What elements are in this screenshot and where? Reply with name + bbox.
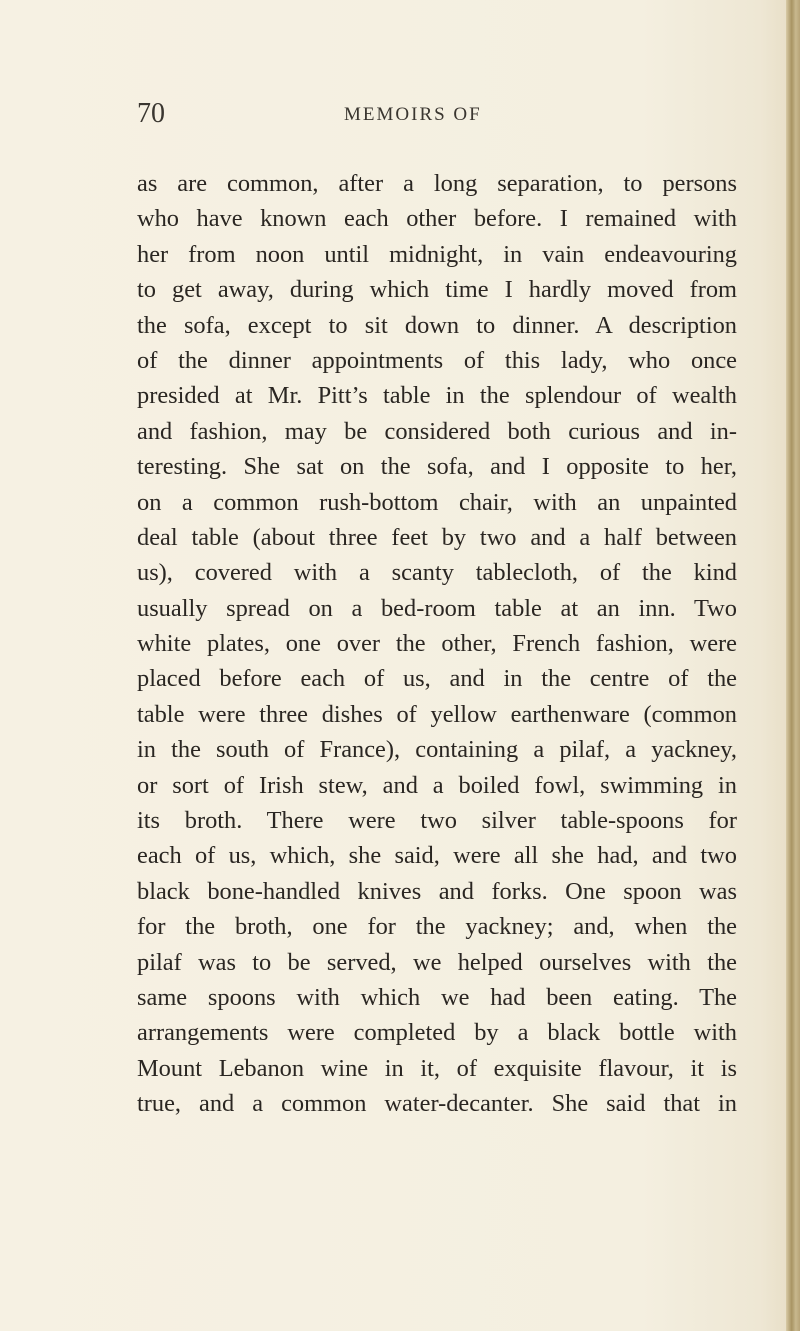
text-line: black bone-handled knives and forks. One spoon was	[137, 877, 737, 905]
text-line: each of us, which, she said, were all she had, and two	[137, 842, 737, 870]
text-line: us), covered with a scanty tablecloth, of the kind	[137, 559, 737, 587]
text-line: white plates, one over the other, French fashion, were	[137, 630, 737, 658]
text-line: same spoons with which we had been eating. The	[137, 983, 737, 1011]
text-line: of the dinner appointments of this lady, who once	[137, 346, 737, 374]
text-line: true, and a common water-decanter. She said that in	[137, 1090, 737, 1118]
text-line: for the broth, one for the yackney; and, when the	[137, 913, 737, 941]
text-line: as are common, after a long separation, to persons	[137, 170, 737, 197]
text-line: presided at Mr. Pitt’s table in the splendour of wealth	[137, 382, 737, 410]
text-line: usually spread on a bed-room table at an inn. Two	[137, 594, 737, 622]
page-number: 70	[137, 98, 165, 129]
page-edge	[786, 0, 800, 1331]
text-line: who have known each other before. I remained with	[137, 205, 737, 233]
text-line: in the south of France), containing a pilaf, a yackney,	[137, 736, 737, 764]
text-line: and fashion, may be considered both curious and in-	[137, 417, 737, 445]
page-header	[137, 100, 697, 140]
text-line: pilaf was to be served, we helped ourselves with the	[137, 948, 737, 976]
text-line: to get away, during which time I hardly moved from	[137, 276, 737, 304]
text-line: table were three dishes of yellow earthenware (common	[137, 700, 737, 728]
text-line: Mount Lebanon wine in it, of exquisite flavour, it is	[137, 1054, 737, 1082]
text-line: her from noon until midnight, in vain endeavouring	[137, 240, 737, 268]
text-line: placed before each of us, and in the centre of the	[137, 665, 737, 693]
text-line: teresting. She sat on the sofa, and I opposite to her,	[137, 453, 737, 481]
text-line: or sort of Irish stew, and a boiled fowl, swimming in	[137, 771, 737, 799]
running-head: MEMOIRS OF	[344, 104, 482, 125]
text-line: arrangements were completed by a black bottle with	[137, 1019, 737, 1047]
text-line: the sofa, except to sit down to dinner. A description	[137, 311, 737, 339]
text-line: on a common rush-bottom chair, with an unpainted	[137, 488, 737, 516]
body-text	[137, 166, 737, 1122]
text-line: its broth. There were two silver table-spoons for	[137, 807, 737, 835]
text-line: deal table (about three feet by two and a half between	[137, 523, 737, 551]
